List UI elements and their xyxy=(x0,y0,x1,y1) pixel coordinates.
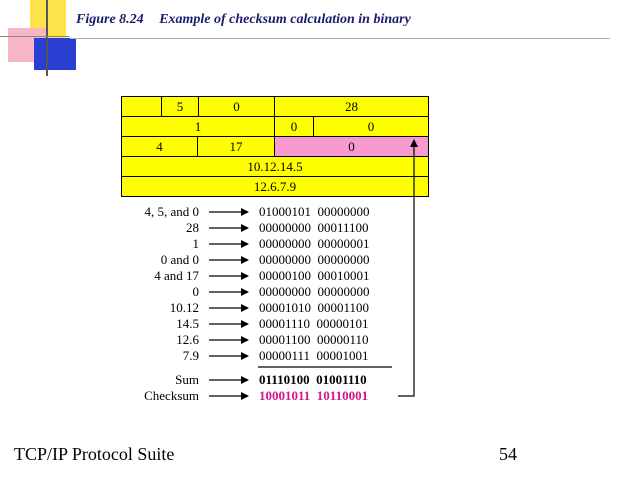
row-value: 00000000 00011100 xyxy=(259,220,369,235)
table-cell: 0 xyxy=(275,117,314,136)
table-cell: 28 xyxy=(345,99,358,114)
row-value: 00000000 00000000 xyxy=(259,252,370,267)
row-value: 00001110 00000101 xyxy=(259,316,369,331)
checksum-value: 10001011 10110001 xyxy=(259,388,369,403)
table-cell: 1 xyxy=(122,117,275,136)
row-label: 4, 5, and 0 xyxy=(144,204,199,219)
table-cell: 0 xyxy=(199,97,275,116)
table-cell: 5 xyxy=(162,97,199,116)
table-cell: 12.6.7.9 xyxy=(253,179,297,194)
row-value: 01000101 00000000 xyxy=(259,204,370,219)
row-value: 00001100 00000110 xyxy=(259,332,369,347)
row-value: 00000100 00010001 xyxy=(259,268,370,283)
sum-label: Sum xyxy=(175,372,199,387)
sum-value: 01110100 01001110 xyxy=(259,372,367,387)
page-number: 54 xyxy=(499,444,517,464)
row-label: 0 and 0 xyxy=(160,252,199,267)
table-cell: 0 xyxy=(367,119,375,134)
row-value: 00001010 00001100 xyxy=(259,300,370,315)
row-label: 14.5 xyxy=(176,316,199,331)
row-label: 4 and 17 xyxy=(154,268,199,283)
row-label: 12.6 xyxy=(176,332,199,347)
figure-caption: Example of checksum calculation in binary xyxy=(159,12,411,27)
checksum-label: Checksum xyxy=(144,388,199,403)
row-label: 28 xyxy=(186,220,199,235)
row-value: 00000000 00000001 xyxy=(259,236,370,251)
row-label: 1 xyxy=(192,236,199,251)
table-cell: 17 xyxy=(198,137,275,156)
row-value: 00000000 00000000 xyxy=(259,284,370,299)
row-label: 10.12 xyxy=(169,300,199,315)
table-cell: 4 xyxy=(122,137,198,156)
table-cell: 10.12.14.5 xyxy=(247,159,303,174)
checksum-feedback-line xyxy=(398,140,414,396)
figure-number: Figure 8.24 xyxy=(76,12,144,27)
row-value: 00000111 00001001 xyxy=(259,348,369,363)
row-label: 7.9 xyxy=(182,348,199,363)
footer-book-title: TCP/IP Protocol Suite xyxy=(14,444,175,464)
checksum-field-cell: 0 xyxy=(275,137,428,156)
row-label: 0 xyxy=(192,284,199,299)
